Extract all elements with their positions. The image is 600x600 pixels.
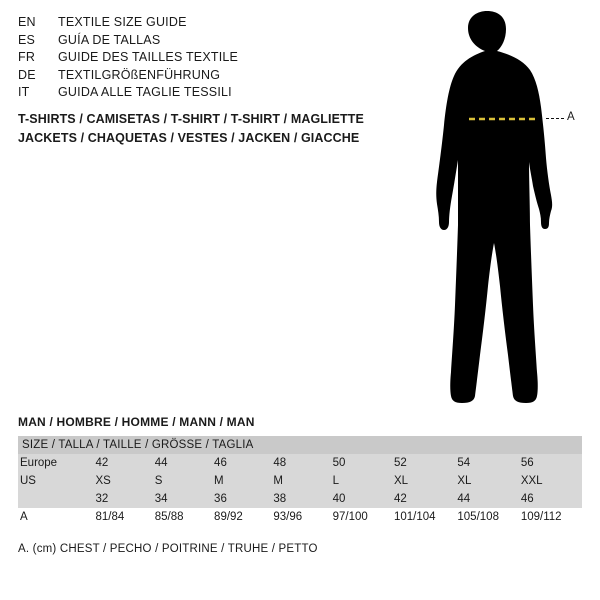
language-text: TEXTILGRÖßENFÜHRUNG (58, 67, 221, 82)
cell-value: 81/84 (95, 511, 125, 523)
language-list (18, 14, 378, 102)
cell-value: 40 (332, 493, 346, 505)
row-label-us: US (20, 475, 36, 487)
cell-value: 46 (520, 493, 534, 505)
language-code: IT (18, 85, 30, 99)
table-row (18, 472, 582, 490)
table-group-title: MAN / HOMBRE / HOMME / MANN / MAN (18, 415, 255, 429)
measure-leader-line (546, 118, 564, 119)
cell-value: 38 (273, 493, 287, 505)
row-label-europe: Europe (20, 457, 58, 469)
row-label-a: A (20, 511, 28, 523)
cell-value: 85/88 (154, 511, 184, 523)
language-text: GUÍA DE TALLAS (58, 32, 161, 47)
table-row (18, 508, 582, 526)
cell-value: 42 (393, 493, 407, 505)
table-footnote: A. (cm) CHEST / PECHO / POITRINE / TRUHE / PETTO (18, 543, 318, 555)
language-row (18, 67, 378, 85)
category-tshirts: T-SHIRTS / CAMISETAS / T-SHIRT / T-SHIRT / MAGLIETTE (18, 112, 364, 126)
cell-value: XL (393, 475, 409, 487)
language-row (18, 49, 378, 67)
cell-value: 32 (95, 493, 109, 505)
cell-value: 44 (154, 457, 168, 469)
cell-value: 52 (393, 457, 407, 469)
cell-value: L (332, 475, 340, 487)
category-jackets: JACKETS / CHAQUETAS / VESTES / JACKEN / GIACCHE (18, 131, 360, 145)
cell-value: 89/92 (214, 511, 243, 523)
cell-value: 50 (332, 457, 346, 469)
language-text: GUIDE DES TAILLES TEXTILE (58, 50, 239, 64)
cell-value: 44 (457, 493, 471, 505)
measure-label-a: A (567, 111, 575, 123)
cell-value: 36 (214, 493, 227, 505)
size-table-section (18, 415, 582, 555)
cell-value: XXL (520, 475, 543, 487)
cell-value: 56 (520, 457, 534, 469)
cell-value: 42 (95, 457, 109, 469)
cell-value: 101/104 (393, 511, 436, 523)
cell-value: 105/108 (457, 511, 499, 523)
language-code: FR (18, 50, 36, 64)
language-row (18, 84, 378, 102)
language-text: TEXTILE SIZE GUIDE (58, 15, 187, 29)
cell-value: XL (457, 475, 472, 487)
cell-value: XS (95, 475, 111, 487)
size-table (18, 436, 582, 526)
cell-value: 34 (154, 493, 168, 505)
cell-value: M (273, 475, 283, 487)
cell-value: 93/96 (273, 511, 303, 523)
cell-value: M (214, 475, 224, 487)
cell-value: S (154, 475, 163, 487)
male-silhouette-icon (405, 10, 590, 405)
cell-value: 48 (273, 457, 287, 469)
language-row (18, 14, 378, 32)
cell-value: 54 (457, 457, 471, 469)
language-row (18, 32, 378, 50)
cell-value: 97/100 (332, 511, 368, 523)
body-silhouette-figure (405, 10, 590, 405)
cell-value: 46 (214, 457, 227, 469)
category-list (18, 110, 418, 148)
language-code: EN (18, 15, 36, 29)
language-text: GUIDA ALLE TAGLIE TESSILI (58, 85, 232, 99)
cell-value: 109/112 (520, 511, 562, 523)
language-code: DE (18, 67, 36, 82)
table-row (18, 490, 582, 508)
table-header-size: SIZE / TALLA / TAILLE / GRÖSSE / TAGLIA (22, 439, 254, 451)
language-code: ES (18, 32, 36, 47)
row-label-blank (18, 490, 93, 508)
table-row (18, 454, 582, 472)
table-header-row (18, 436, 582, 454)
